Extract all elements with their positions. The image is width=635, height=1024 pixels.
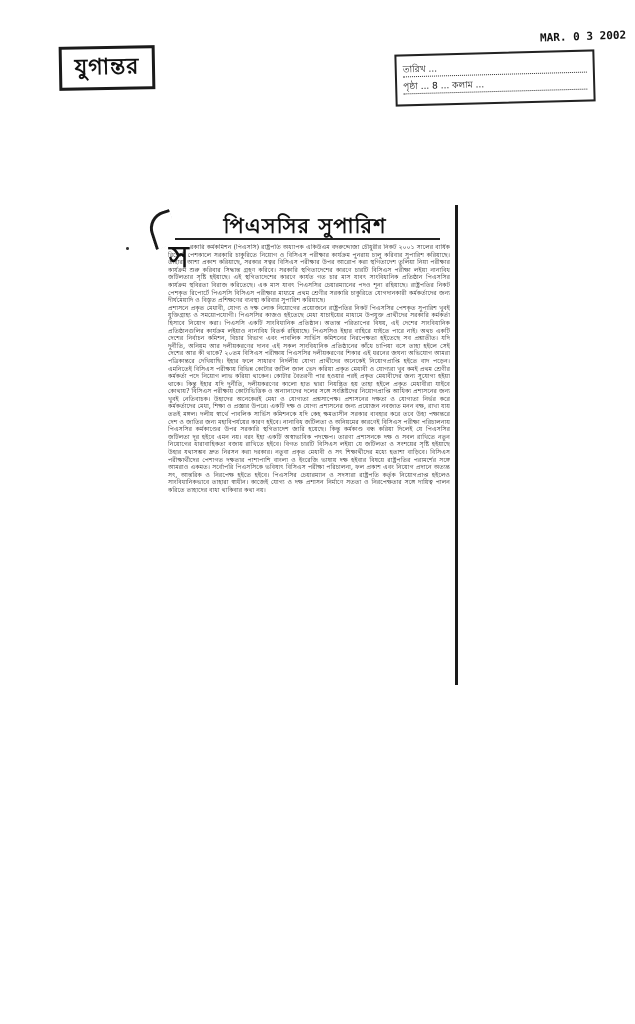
masthead-stamp — [59, 45, 156, 91]
article-paragraph-1: রকারি কর্মকমিশন (পিএসসি) রাষ্ট্রপতি অধ্যাপক একিউএম বদরুদ্দোজা চৌধুরীর নিকট ২০০১ সালের বার্ষিক রিপোর্ট পেশকালে সরকারি চাকুরিতে নিয়োগ ও বিসিএস পরীক্ষার কার্যক্রম পুনরায় চালু করিবার সুপারিশ করিয়াছে। তাহারা আশা প্রকাশ করিয়াছে, সরকার সত্বর বিসিএস পরীক্ষার উপর আরোপ করা স্থগিতাদেশ তুলিয়া নিয়া পরীক্ষার কার্যক্রম শুরু করিবার সিদ্ধান্ত গ্রহণ করিবে। সরকারি স্থগিতাদেশের কারণে চারটি বিসিএস পরীক্ষা লইয়া নানাবিধ জটিলতার সৃষ্টি হইয়াছে। এই স্থগিতাদেশের কারণে কার্যত গত চার মাস যাবৎ সাংবিধানিক প্রতিষ্ঠান পিএসসির কার্যক্রম স্থবিরতা বিরাজ করিতেছে। এক মাস যাবৎ পিএসসির চেয়ারম্যানের পদও শূন্য রহিয়াছে। রাষ্ট্রপতির নিকট পেশকৃত রিপোর্টে পিএসসি বিসিএস পরীক্ষার মাধ্যমে প্রথম শ্রেণীর সরকারি চাকুরিতে যোগদানকারী কর্মকর্তাদের জন্য দীর্ঘমেয়াদি ও বিস্তৃত প্রশিক্ষণের ব্যবস্থা করিবার সুপারিশ করিয়াছে। — [168, 244, 450, 305]
date-stamp: MAR. 0 3 2002 — [539, 28, 627, 45]
article-body — [168, 240, 450, 674]
ref-page-label: পৃষ্ঠা ... 8 ... কলাম ... — [403, 80, 485, 93]
reference-stamp-box — [394, 49, 595, 106]
ref-page-line — [403, 73, 587, 95]
article-dropcap: স — [169, 240, 189, 275]
article-headline: পিএসসির সুপারিশ — [223, 214, 387, 238]
margin-dot — [126, 247, 129, 250]
article-paragraph-2: প্রশাসনে প্রকৃত মেধাবী, যোগ্য ও দক্ষ লোক নিয়োগের প্রয়োজনে রাষ্ট্রপতির নিকট পিএসসির পেশকৃত সুপারিশ খুবই যুক্তিগ্রাহ্য ও সময়োপযোগী। পিএসসির কাজও হইতেছে মেধা যাচাইয়ের মাধ্যমে উপযুক্ত প্রার্থীদের সরকারি কর্মকর্তা হিসাবে নিয়োগ করা। পিএসসি একটি সাংবিধানিক প্রতিষ্ঠান। অত্যন্ত পরিতাপের বিষয়, এই দেশের সাংবিধানিক প্রতিষ্ঠানগুলির কার্যক্রম লইয়াও নানাবিধ বিতর্ক রহিয়াছে। পিএসসিও ইহার বাহিরে যাইতে পারে নাই। অথচ একটি দেশের নির্বাচন কমিশন, বিচার বিভাগ এবং পাবলিক সার্ভিস কমিশনের নিরপেক্ষতা হইতেছে সব প্রশ্নাতীত। যদি দুর্নীতি, অনিয়ম আর দলীয়করণের দানব এই সকল সাংবিধানিক প্রতিষ্ঠানের কাঁধে চাপিয়া বসে তাহা হইলে সেই দেশের আর কী থাকে? ২০তম বিসিএস পরীক্ষায় পিএসসির দলীয়করণের শিকার এই ধরনের জঘন্য অভিযোগ আমরা পত্রিকান্তরে দেখিয়াছি। ইহার ফলে সাধারণ নির্দলীয় যোগ্য প্রার্থীদের অনেকেই নিয়োগপ্রাপ্তি হইতে বাদ পড়েন। এমনিতেই বিসিএস পরীক্ষায় বিভিন্ন কোটার জটিল জাল ভেদ করিয়া প্রকৃত মেধাবী ও যোগ্যরা খুব কমই প্রথম শ্রেণীর কর্মকর্তা পদে নিয়োগ লাভ করিয়া থাকেন। কোটার বৈতরণী পার হওয়ার পরই প্রকৃত মেধাবীদের জন্য সুযোগ্য হইয়া থাকে। কিন্তু ইহার যদি দুর্নীতি, দলীয়করণের কালো হাত দ্বারা নিয়ন্ত্রিত হয় তাহা হইলে প্রকৃত মেধাবীরা যাইবে কোথায়? বিসিএস পরীক্ষায় কোটাভিত্তিক ও অন্যান্যদের দলের সঙ্গে সংশ্লিষ্টদের নিয়োগপ্রাপ্তি আধিক্য প্রশাসনের জন্য খুবই নেতিবাচক। উহাদের অনেকেরই মেধা ও যোগ্যতা প্রশ্নসাপেক্ষ। প্রশাসনের দক্ষতা ও যোগ্যতা নির্ভর করে কর্মকর্তাদের মেধা, শিক্ষা ও প্রজ্ঞার উপরে। একটি দক্ষ ও যোগ্য প্রশাসনের জন্য প্রয়োজন নবজাত মনন বক্ষ, রাখা যায় ততই মঙ্গল। দলীয় স্বার্থে পাবলিক সার্ভিস কমিশনকে যদি কেহ ক্ষমতাসীন সরকার ব্যবহার করে তবে উহা পক্ষান্তরে দেশ ও জাতির জন্য মহাবিপর্যয়ের কারণ হইবে। নানাবিধ জটিলতা ও অনিয়মের কারণেই বিসিএস পরীক্ষা পরিচালনায় পিএসসির কর্মকাণ্ডের উপর সরকারি স্থগিতাদেশ জারি হয়েছে। কিন্তু কর্মকাণ্ড বন্ধ করিয়া দিলেই যে পিএসসির জটিলতা দূর হইবে এমন নয়। বরং ইহা একটি অস্বাভাবিক পদক্ষেপ। তারণা প্রশাসনকে দক্ষ ও সবল রাখিতে নতুন নিয়োগের ধারাবাহিকতা বজায় রাখিতে হইবে। বিগত চারটি বিসিএস লইয়া যে জটিলতা ও সংশয়ের সৃষ্টি হইয়াছে উহার যথাসম্ভব দ্রুত নিরসন করা দরকার। নতুবা প্রকৃত মেধাবী ও সৎ শিক্ষার্থীদের মধ্যে হতাশা বাড়িবে। বিসিএস পরীক্ষার্থীদের পেশাগত দক্ষতার পাশাপাশি বাংলা ও ইংরেজি ভাষায় দক্ষ হইবার বিষয়ে রাষ্ট্রপতির পরামর্শের সঙ্গে আমরাও একমত। সর্বোপরি পিএসসিকে ভবিষ্যৎ বিসিএস পরীক্ষা পরিচালনা, ফল প্রকাশ এবং নিয়োগ প্রদানে অত্যন্ত সৎ, আন্তরিক ও নিরপেক্ষ হইতে হইবে। পিএসসির চেয়ারম্যান ও সদস্যরা রাষ্ট্রপতি কর্তৃক নিয়োগপ্রাপ্ত হইলেও সাংবিধানিকভাবে তাহারা স্বাধীন। কাজেই যোগ্য ও দক্ষ প্রশাসন নির্মাণে সততা ও নিরপেক্ষতার সঙ্গে দায়িত্ব পালন করিতে তাহাদের বাধা থাকিবার কথা নয়। — [168, 304, 450, 494]
headline-rule — [175, 238, 440, 240]
ref-date-label: তারিখ ... — [402, 64, 438, 76]
masthead-text: যুগান্তর — [74, 53, 140, 81]
